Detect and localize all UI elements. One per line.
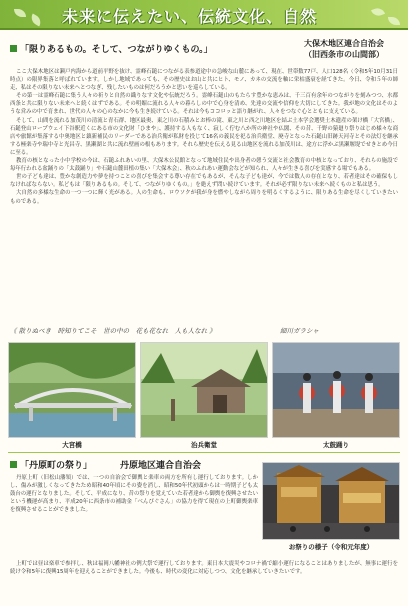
poem-author: 細川ガラシャ <box>280 327 319 335</box>
section1-heading-text: 「限りあるもの。そして、つながりゆくもの。」 <box>20 45 213 55</box>
section1-body <box>10 68 398 206</box>
leaf-icon <box>14 9 26 17</box>
paragraph: 丹原上町（旧松山藩領）では、一つの自治会で御輿と楽車の両方を所有し運行しております。しかし、傷みが激しくなってきたため昭和40年頃にその姿を消し、昭和50年代初頭からは一時期子ども太鼓台の運行となりました。そして、平成になり、昔の祭りを覚えていた若者達から御輿を復興させたいという機運が高まり、平成20年に西条市の補助金「べんぴぐさん」の協力を得て現在の上町御輿楽車を復興させることができました。 <box>10 475 258 514</box>
square-bullet-icon <box>10 45 17 52</box>
leaf-icon <box>371 6 385 18</box>
section2-org <box>120 458 201 471</box>
paragraph: そして、山間を流れる加茂川の清流と青石群、地区最奥、東之川の石積みとお棒の滝、東之川と西之川地区を結ぶ土本学会選奨土木遺産の架け橋「大宮橋」、石鎚登山ロープウェイ下谷駅近くにある市の文化財「ひまや」、護持する人もなく、寂しく佇む八か所の神社や仏閣、その昔、千野の猿廻り祭りはじめ様々な商店や旅館が集落する中奥地区と鎮新補民のリーダーである治兵衛が私財を投じて16名の義民を祀る治兵衛堂、廃寺となった石鎚山旧跡天河寺とその法灯を継承する極楽寺や瑞中寺と光昌寺、黒瀬湖と共に流れ壁画の根もあります。それら歴史を伝える見る山地区を流れる加茂川は、途方に浮かぶ黒瀬堰堤でせきとめ今日に至る。 <box>10 117 398 156</box>
photo-bridge <box>8 342 136 438</box>
section2-org-name: 丹原地区連合自治会 <box>120 461 202 471</box>
section1-org-name: 大保木地区連合自治会 <box>304 39 384 48</box>
photo-caption: 治兵衛堂 <box>191 441 217 449</box>
paragraph: その第一は霊峰石鎚に集う人々の祈りと自然の織りなす文化や伝統だろう。霊峰石鎚山のもたらす豊かな恵みは、千三百有余年のつながりを刻みつつ、水都西条と共に限りない未来へと続くはずである。その明媚に流れる人々の暮らしの中で心身を清め、先達の交流や信仰を大切にしてきた。我が地の文化はそのような営みの中で育まれ、世代の人々の心のなかに今も生き続けている。それは今もココロッと語り継がれ、人々をつなぐ心とともに支えている。 <box>10 93 398 116</box>
leaf-icon <box>388 17 400 25</box>
section-divider <box>8 452 400 453</box>
paragraph: 大自然の多様な生命の一つ一つに輝く光がある。人の生命も、ロウソクが我が身を燃やしながら周りを明るくするように、限りある生命を尽くしていきたいものである。 <box>10 190 398 205</box>
photo-caption: 太鼓踊り <box>323 441 349 449</box>
section2-heading <box>10 458 92 471</box>
section1-heading <box>10 42 213 55</box>
poem <box>10 326 398 338</box>
paragraph: 上町では昼は楽車で参拝し、秋は福岡八幡神社の例大祭で運行しております。東日本大震災やコロナ禍で縮小運行になることはありましたが、無事に運行を続け令和5年に復興15周年を迎えることができました。今後も、時代の変化に対応しつつ、文化を継承していきたいです。 <box>10 561 398 576</box>
section1-org <box>286 38 402 60</box>
section2-heading-text: 「丹原町の祭り」 <box>20 461 93 471</box>
paragraph: ここ大保木地区は瀬戸内海から道前平野を抜け、霊峰石鎚につながる表参道途中の急峻な山麓にあって、現在、世帯数77戸、人口128名（令和5年10月31日時点）の限界集落と呼ばれています。しかし地域であっても、その歴史はお山と共にヒト、モノ、カネの交流を軸に栄枯盛衰を経てきた。今日、令和５年の師走、私はその限りない未来へとつなぎ、残したいものは何だろうかと思いを巡らしている。 <box>10 69 398 92</box>
paragraph: 世の子ども達は、豊かな創造力や夢を持つことの喜びを集会する尊い存在でもあるが、そんな子ども達が、今では数人の存在となり、若者達はその確保もしなければならない。私どもは「限りあるもの。そして、つながりゆくもの。」を絶えず問い続けています。それが必ず限りない未来へ続くものと私は思う。 <box>10 174 398 189</box>
page-title: 未来に伝えたい、伝統文化、自然 <box>62 7 318 26</box>
section1-org-sub: （旧西条市の山間部） <box>304 50 384 59</box>
photo-hall <box>140 342 268 438</box>
poem-line: 《 散りぬべき 時知りてこそ 世の中の 花も花なれ 人も人なれ 》 <box>10 327 216 335</box>
square-bullet-icon <box>10 461 17 468</box>
photo-caption: 大宮橋 <box>62 441 82 449</box>
leaf-icon <box>29 14 43 27</box>
section2-body-wide <box>10 560 398 576</box>
photo-festival <box>262 462 400 540</box>
section2-body <box>10 474 258 514</box>
photo-caption: お祭りの様子（令和元年度） <box>288 543 374 551</box>
header-banner <box>0 0 408 30</box>
paragraph: 教育の核となった小中学校の今は、石鎚ふれあいの里、大保木公民館となって地域住民や出身者の憩う交流と社会教育の中核となっており、それらの施設で毎年行われる盆踊りの「太鼓踊り」や石鎚山麓田植の集い「大保木会」、秋のふれあい運動会などが知られ、人々が生きる喜びを実感する場でもある。 <box>10 158 398 173</box>
photo-drum-dance <box>272 342 400 438</box>
